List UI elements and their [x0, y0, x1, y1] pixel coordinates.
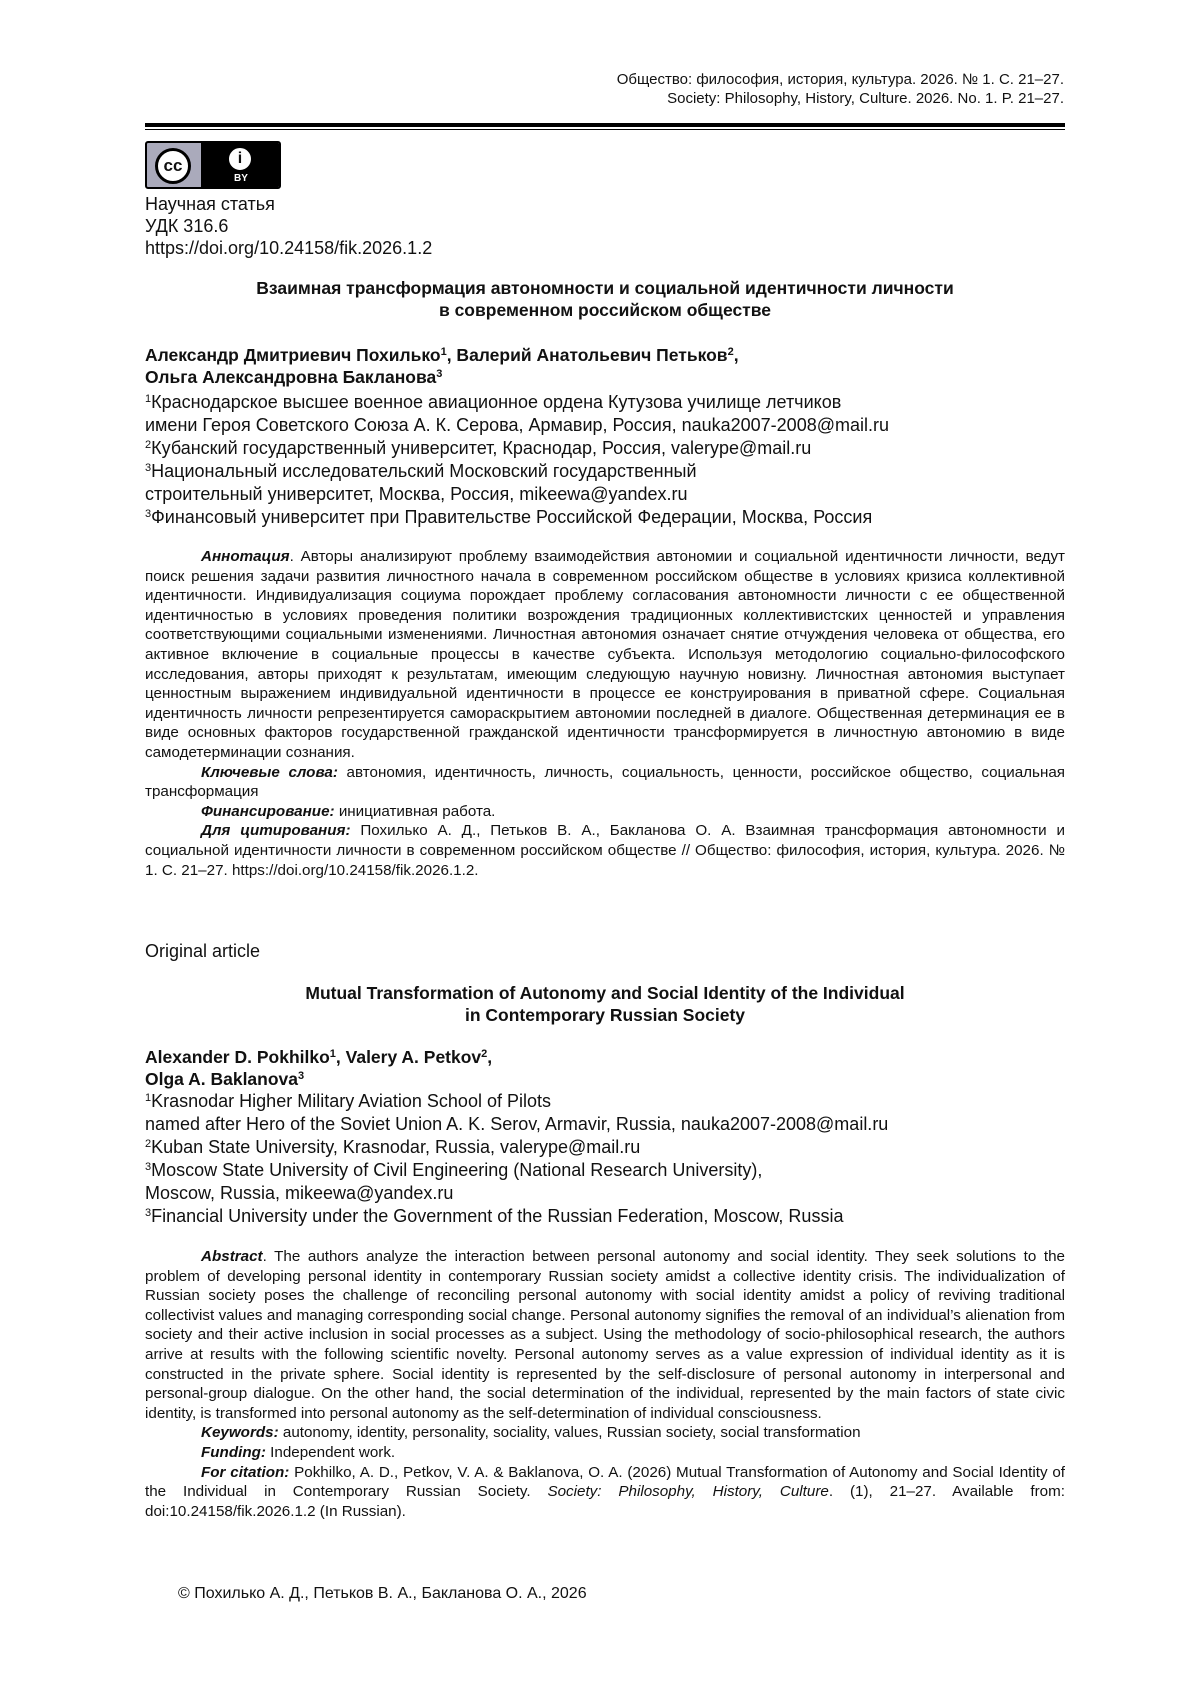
udk-code: УДК 316.6	[145, 216, 229, 236]
cc-by-license-icon	[145, 141, 281, 189]
doi-link[interactable]: https://doi.org/10.24158/fik.2026.1.2	[145, 238, 433, 258]
authors-ru-line2: Ольга Александровна Бакланова$^3$	[145, 367, 443, 387]
journal-header	[560, 70, 1064, 108]
affiliation-line: $^3$Moscow State University of Civil Engineering (National Research University),	[145, 1160, 763, 1180]
affiliation-line: имени Героя Советского Союза А. К. Серова, Армавир, Россия, nauka2007-2008@mail.ru	[145, 415, 889, 435]
cc-icon: cc	[155, 148, 191, 184]
authors-en-line1: Alexander D. Pokhilko$^1$, Valery A. Petkov$^2$,	[145, 1047, 493, 1067]
journal-header-ru: Общество: философия, история, культура. 2026. № 1. С. 21–27.	[616, 71, 1064, 88]
funding-ru: Финансирование: инициативная работа.	[201, 802, 496, 820]
funding-en: Funding: Independent work.	[201, 1443, 396, 1461]
keywords-en: Keywords: autonomy, identity, personality, sociality, values, Russian society, social transformation	[201, 1424, 861, 1442]
header-rule-thick	[145, 123, 1065, 127]
abstract-en	[145, 1247, 1065, 1521]
header-rule-thin	[145, 129, 1065, 130]
affiliation-line: $^2$Kuban State University, Krasnodar, Russia, valerype@mail.ru	[145, 1137, 641, 1157]
affiliation-line: $^3$Financial University under the Government of the Russian Federation, Moscow, Russia	[145, 1206, 844, 1226]
authors-en-line2: Olga A. Baklanova$^3$	[145, 1069, 305, 1089]
affiliation-line: Moscow, Russia, mikeewa@yandex.ru	[145, 1183, 454, 1203]
original-article-label: Original article	[145, 941, 261, 961]
article-meta	[145, 193, 432, 259]
title-en	[145, 982, 1065, 1026]
title-ru-line1: Взаимная трансформация автономности и социальной идентичности личности	[256, 278, 954, 298]
citation-ru: Для цитирования: Похилько А. Д., Петьков В. А., Бакланова О. А. Взаимная трансформация автономности и социальной идентичности личности в современном российском обществе // Общество: философия, история, культура. 2026. № 1. С. 21–27. https://doi.org/10.24158/fik.2026.1.2.	[145, 822, 1065, 879]
affiliations-ru	[145, 391, 1075, 529]
abstract-ru	[145, 547, 1065, 880]
affiliation-line: строительный университет, Москва, Россия, mikeewa@yandex.ru	[145, 484, 688, 504]
keywords-ru: Ключевые слова: автономия, идентичность, личность, социальность, ценности, российское общество, социальная трансформация	[145, 763, 1065, 801]
by-block	[201, 143, 281, 187]
article-type: Научная статья	[145, 194, 275, 214]
citation-en: For citation: Pokhilko, A. D., Petkov, V. A. & Baklanova, O. A. (2026) Mutual Transformation of Autonomy and Social Identity of the Individual in Contemporary Russian Society. Society: Philosophy, History, Culture. (1), 21–27. Available from: doi:10.24158/fik.2026.1.2 (In Russian).	[145, 1463, 1066, 1520]
title-ru	[145, 277, 1065, 321]
copyright-notice: © Похилько А. Д., Петьков В. А., Бакланова О. А., 2026	[178, 1585, 587, 1602]
affiliation-line: named after Hero of the Soviet Union A. K. Serov, Armavir, Russia, nauka2007-2008@mail.ru	[145, 1114, 889, 1134]
abstract-en-paragraph: Abstract. The authors analyze the interaction between personal autonomy and social identity. They seek solutions to the problem of developing personal identity in contemporary Russian society amidst a collective identity crisis. The individualization of Russian society poses the challenge of reconciling personal autonomy with social identity amidst a policy of reviving traditional collectivist values and managing corresponding social change. Personal autonomy signifies the removal of an individual’s alienation from society and their active inclusion in social processes as a subject. Using the methodology of socio-philosophical research, the authors arrive at results with the following scientific novelty. Personal autonomy serves as a value expression of individual identity as it is constructed in the private sphere. Social identity is represented by the self-disclosure of personal autonomy in interpersonal and personal-group dialogue. On the other hand, the social determination of the individual, represented by the main factors of state civic identity, is transformed into personal autonomy as the self-determination of individual consciousness.	[145, 1248, 1065, 1422]
affiliation-line: $^1$Krasnodar Higher Military Aviation School of Pilots	[145, 1091, 551, 1111]
title-en-line2: in Contemporary Russian Society	[464, 1005, 746, 1025]
title-en-line1: Mutual Transformation of Autonomy and Social Identity of the Individual	[305, 983, 905, 1003]
authors-ru-line1: Александр Дмитриевич Похилько$^1$, Валерий Анатольевич Петьков$^2$,	[145, 345, 739, 365]
affiliation-line: $^3$Национальный исследовательский Московский государственный	[145, 461, 697, 481]
attribution-person-icon: i	[227, 146, 253, 172]
authors-en	[145, 1046, 1065, 1090]
title-ru-line2: в современном российском обществе	[438, 300, 772, 320]
affiliation-line: $^1$Краснодарское высшее военное авиационное ордена Кутузова училище летчиков	[145, 392, 842, 412]
by-label: BY	[234, 173, 248, 184]
authors-ru	[145, 344, 1065, 388]
affiliations-en	[145, 1090, 1075, 1228]
affiliation-line: $^2$Кубанский государственный университет, Краснодар, Россия, valerype@mail.ru	[145, 438, 812, 458]
affiliation-line: $^3$Финансовый университет при Правительстве Российской Федерации, Москва, Россия	[145, 507, 873, 527]
abstract-ru-paragraph: Аннотация. Авторы анализируют проблему взаимодействия автономии и социальной идентичности личности, ведут поиск решения задачи развития личностного начала в современном российском обществе в условиях кризиса коллективной идентичности. Индивидуализация социума порождает проблему согласования автономности личности с ее общественной идентичностью в условиях проведения политики возрождения традиционных коллективистских ценностей и управления соответствующими социальными изменениями. Личностная автономия означает снятие отчуждения человека от общества, его активное включение в социальные процессы в качестве субъекта. Используя методологию социально-философского исследования, авторы приходят к результатам, имеющим следующую научную новизну. Личностная автономия выступает ценностным выражением индивидуальной идентичности в процессе ее конструирования в приватной сфере. Социальная идентичность личности репрезентируется самораскрытием автономии последней в диалоге. Общественная детерминация ее в виде основных факторов государственной гражданской идентичности трансформируется в личностную автономию в виде самодетерминации сознания.	[145, 548, 1065, 761]
journal-header-en: Society: Philosophy, History, Culture. 2026. No. 1. P. 21–27.	[667, 90, 1064, 107]
